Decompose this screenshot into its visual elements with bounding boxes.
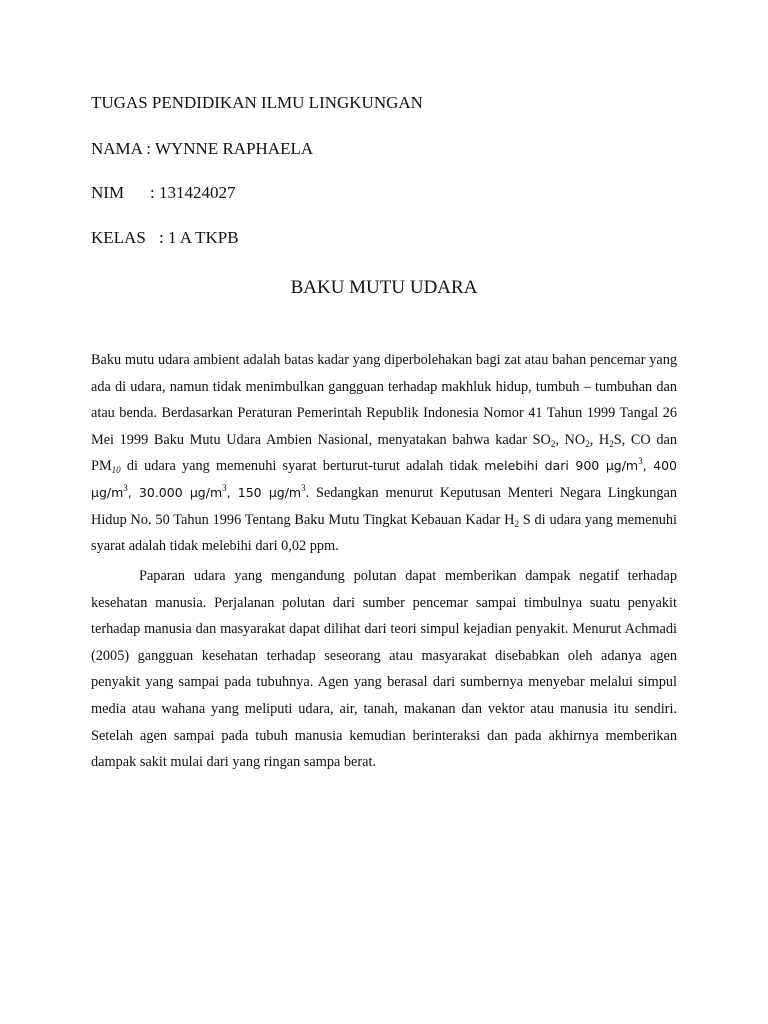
paragraph-1: [91, 347, 677, 560]
unit-superscript-4: 3: [301, 482, 306, 493]
paragraph-1-text-c: , H: [589, 431, 610, 448]
unit-superscript-2: 3: [123, 482, 128, 493]
paragraph-1-text-d: S, CO dan PM: [91, 431, 677, 475]
limit-value-2: , 400 μg/m: [91, 458, 678, 500]
class-label: KELAS: [91, 228, 146, 247]
limit-value-3: , 30.000 μg/m: [127, 484, 223, 500]
paragraph-1-text-g: S di udara yang memenuhi syarat adalah tidak melebihi dari 0,02 ppm.: [91, 511, 677, 555]
limit-value-1: melebihi dari 900 μg/m: [484, 458, 639, 474]
paragraph-1-text-f: . Sedangkan menurut Keputusan Menteri Negara Lingkungan Hidup No. 50 Tahun 1996 Tentang Baku Mutu Tingkat Kebauan Kadar H: [91, 484, 677, 528]
h2s-subscript-2: 2: [514, 518, 519, 529]
unit-superscript-3: 3: [222, 482, 227, 493]
class-separator: :: [159, 228, 168, 247]
name-line: [91, 139, 313, 159]
nim-separator: :: [150, 183, 159, 202]
limit-value-4: , 150 μg/m: [226, 484, 302, 500]
unit-superscript-1: 3: [638, 456, 643, 467]
paragraph-1-text-a: Baku mutu udara ambient adalah batas kadar yang diperbolehakan bagi zat atau bahan pencemar yang ada di udara, namun tidak menimbulkan gangguan terhadap makhluk hidup, tumbuh – tumbuhan dan atau benda. Berdasarkan Peraturan Pemerintah Republik Indonesia Nomor 41 Tahun 1999 Tangal 26 Mei 1999 Baku Mutu Udara Ambien Nasional, menyatakan bahwa kadar SO: [91, 352, 677, 448]
name-label: NAMA: [91, 139, 143, 158]
nim-value: 131424027: [158, 183, 236, 202]
assignment-title: TUGAS PENDIDIKAN ILMU LINGKUNGAN: [91, 93, 423, 112]
paragraph-1-text-b: , NO: [555, 431, 586, 448]
nim-label: NIM: [91, 183, 125, 202]
pm10-subscript: 10: [111, 465, 121, 476]
nim-line: [91, 183, 235, 203]
name-separator: :: [142, 139, 155, 158]
class-value: 1 A TKPB: [167, 228, 239, 247]
so2-subscript: 2: [550, 438, 556, 449]
h2s-subscript: 2: [609, 438, 614, 449]
document-title: BAKU MUTU UDARA: [290, 277, 478, 298]
class-line: [91, 228, 239, 248]
paragraph-1-text-e: di udara yang memenuhi syarat berturut-turut adalah tidak: [120, 458, 485, 475]
no2-subscript: 2: [585, 438, 590, 449]
paragraph-2: Paparan udara yang mengandung polutan dapat memberikan dampak negatif terhadap kesehatan manusia. Perjalanan polutan dari sumber pencemar sampai timbulnya suatu penyakit terhadap manusia dan masyarakat dapat dilihat dari teori simpul kejadian penyakit. Menurut Achmadi (2005) gangguan kesehatan terhadap seseorang atau masyarakat disebabkan oleh adanya agen penyakit yang sampai pada tubuhnya. Agen yang berasal dari sumbernya menyebar melalui simpul media atau wahana yang meliputi udara, air, tanah, makanan dan vektor atau manusia itu sendiri. Setelah agen sampai pada tubuh manusia kemudian berinteraksi dan pada akhirnya memberikan dampak sakit mulai dari yang ringan sampa berat.: [91, 568, 677, 771]
name-value: WYNNE RAPHAELA: [154, 139, 314, 158]
